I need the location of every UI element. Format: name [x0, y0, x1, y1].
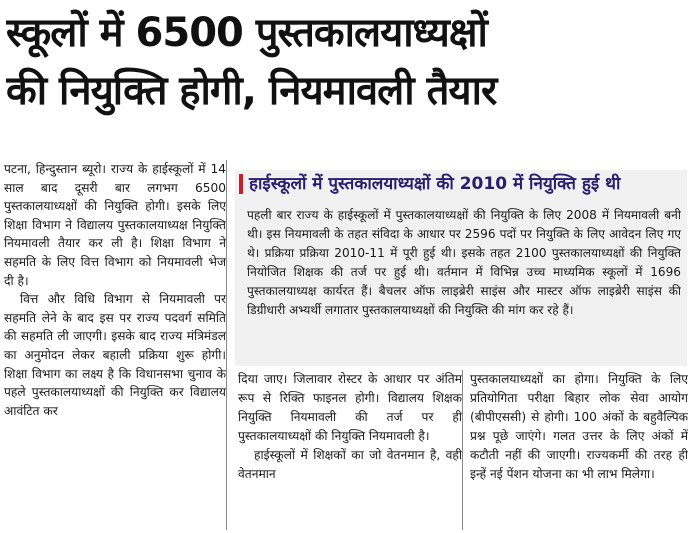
highlight-box	[235, 170, 687, 366]
left-paragraph-1: पटना, हिन्दुस्तान ब्यूरो। राज्य के हाईस्कूलों में 14 साल बाद दूसरी बार लगभग 6500 पुस्तकालयाध्यक्षों की नियुक्ति होगी। इसके लिए शिक्षा विभाग ने विद्यालय पुस्तकालयाध्यक्ष नियुक्ति नियमावली तैयार कर ली है। शिक्षा विभाग ने सहमति के लिए वित्त विभाग को नियमावली भेज दी है।	[4, 162, 226, 288]
left-paragraph-2: वित्त और विधि विभाग से नियमावली पर सहमति लेने के बाद इस पर राज्य पदवर्ग समिति की सहमति ली जाएगी। इसके बाद राज्य मंत्रिमंडल का अनुमोदन लेकर बहाली प्रक्रिया शुरू होगी। शिक्षा विभाग का लक्ष्य है कि विधानसभा चुनाव के पहले पुस्तकालयाध्यक्षों की नियुक्ति कर विद्यालय आवंटित कर	[4, 292, 226, 418]
right-column	[470, 370, 688, 530]
mid-paragraph-2: हाईस्कूलों में शिक्षकों का जो वेतनमान है, वही वेतनमान	[238, 448, 462, 481]
box-subheading	[235, 170, 687, 198]
box-subheading-text: हाईस्कूलों में पुस्तकालयाध्यक्षों की 2010 में नियुक्ति हुई थी	[249, 174, 621, 194]
headline-line-2: की नियुक्ति होगी, नियमावली तैयार	[6, 68, 497, 114]
headline-line-1: स्कूलों में 6500 पुस्तकालयाध्यक्षों	[6, 10, 487, 56]
middle-column	[238, 370, 463, 530]
box-body-text: पहली बार राज्य के हाईस्कूलों में पुस्तकालयाध्यक्षों की नियुक्ति के लिए 2008 में नियमावली बनी थी। इस नियमावली के तहत संविदा के आधार पर 2596 पदों पर नियुक्ति के लिए आवेदन लिए गए थे। प्रक्रिया प्रक्रिया 2010-11 में पूरी हुई थी। इसके तहत 2100 पुस्तकालयाध्यक्षों की नियुक्ति नियोजित शिक्षक की तर्ज पर हुई थी। वर्तमान में विभिन्न उच्च माध्यमिक स्कूलों में 1696 पुस्तकालयाध्यक्ष कार्यरत हैं। बैचलर ऑफ लाइब्रेरी साइंस और मास्टर ऑफ लाइब्रेरी साइंस की डिग्रीधारी अभ्यर्थी लगातार पुस्तकालयाध्यक्षों की नियुक्ति की मांग कर रहे हैं।	[247, 208, 681, 317]
subheading-accent-bar	[239, 174, 243, 194]
right-paragraph-1: पुस्तकालयाध्यक्षों का होगा। नियुक्ति के लिए प्रतियोगिता परीक्षा बिहार लोक सेवा आयोग (बीपीएससी) से होगी। 100 अंकों के बहुवैल्पिक प्रश्न पूछे जाएंगे। गलत उत्तर के लिए अंकों में कटौती नहीं की जाएगी। राज्यकर्मी की तरह ही इन्हें नई पेंशन योजना का भी लाभ मिलेगा।	[470, 372, 688, 481]
mid-paragraph-1: दिया जाए। जिलावार रोस्टर के आधार पर अंतिम रूप से रिक्ति फाइनल होगी। विद्यालय शिक्षक नियुक्ति नियमावली की तर्ज पर ही पुस्तकालयाध्यक्षों की नियुक्ति नियमावली है।	[238, 372, 462, 443]
headline	[6, 4, 688, 120]
left-column	[4, 160, 227, 530]
